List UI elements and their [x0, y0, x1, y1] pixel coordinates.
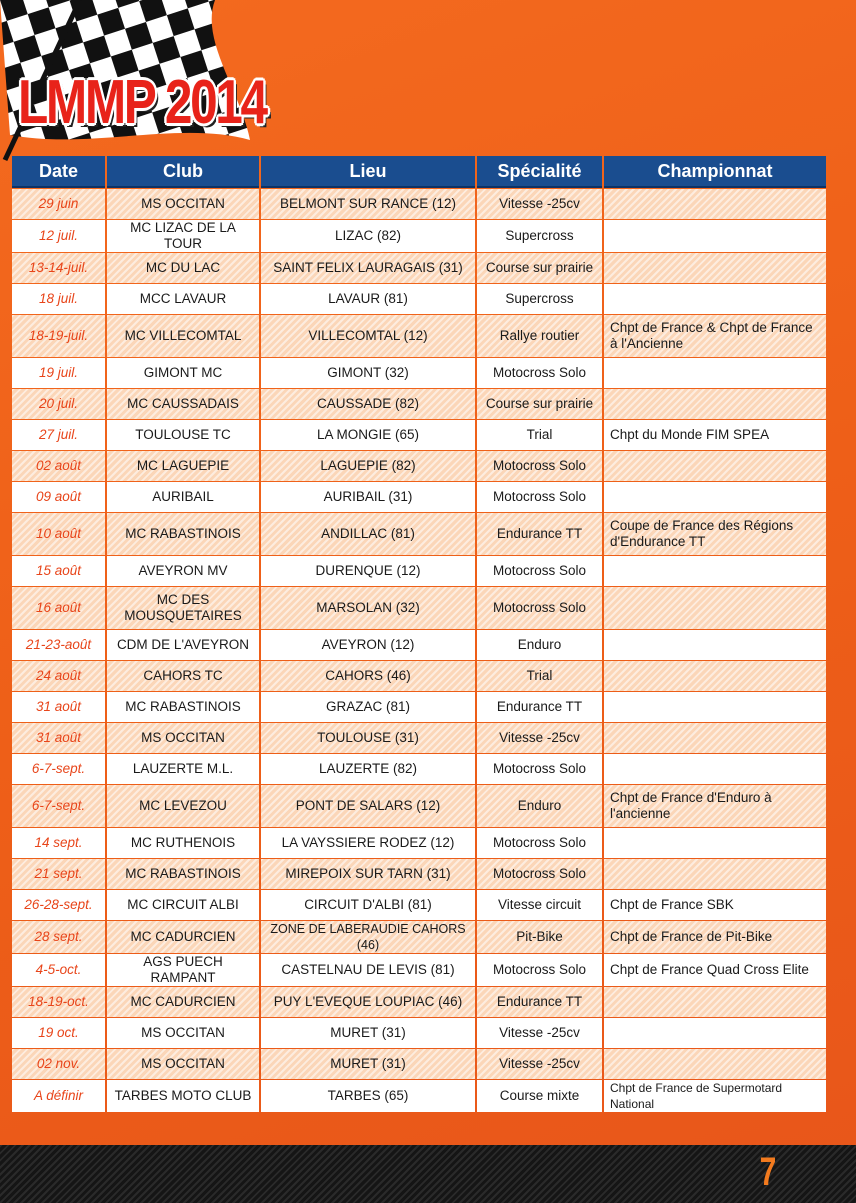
cell-specialite: Rallye routier	[477, 315, 602, 357]
table-row	[12, 723, 826, 753]
cell-date: 31 août	[12, 692, 105, 722]
cell-championnat	[604, 661, 826, 691]
cell-lieu: LIZAC (82)	[261, 220, 475, 252]
table-row	[12, 785, 826, 827]
event-schedule-table	[10, 155, 828, 1113]
cell-date: 28 sept.	[12, 921, 105, 953]
cell-specialite: Motocross Solo	[477, 754, 602, 784]
table-row	[12, 630, 826, 660]
cell-specialite: Enduro	[477, 785, 602, 827]
cell-specialite: Enduro	[477, 630, 602, 660]
cell-specialite: Supercross	[477, 220, 602, 252]
cell-championnat: Chpt de France de Supermotard National	[604, 1080, 826, 1112]
cell-date: 18-19-juil.	[12, 315, 105, 357]
cell-championnat	[604, 556, 826, 586]
header-championnat: Championnat	[604, 156, 826, 188]
table-row	[12, 661, 826, 691]
cell-specialite: Motocross Solo	[477, 358, 602, 388]
cell-championnat: Coupe de France des Régions d'Endurance TT	[604, 513, 826, 555]
cell-lieu: LA VAYSSIERE RODEZ (12)	[261, 828, 475, 858]
cell-club: TARBES MOTO CLUB	[107, 1080, 259, 1112]
cell-lieu: MURET (31)	[261, 1018, 475, 1048]
cell-specialite: Course sur prairie	[477, 253, 602, 283]
cell-specialite: Pit-Bike	[477, 921, 602, 953]
cell-lieu: DURENQUE (12)	[261, 556, 475, 586]
cell-lieu: LAVAUR (81)	[261, 284, 475, 314]
table-row	[12, 859, 826, 889]
cell-date: 09 août	[12, 482, 105, 512]
cell-club: AGS PUECH RAMPANT	[107, 954, 259, 986]
table-row	[12, 921, 826, 953]
cell-specialite: Trial	[477, 420, 602, 450]
cell-lieu: GIMONT (32)	[261, 358, 475, 388]
cell-championnat: Chpt de France d'Enduro à l'ancienne	[604, 785, 826, 827]
cell-date: 19 oct.	[12, 1018, 105, 1048]
cell-specialite: Vitesse -25cv	[477, 1018, 602, 1048]
cell-championnat: Chpt de France de Pit-Bike	[604, 921, 826, 953]
table-row	[12, 189, 826, 219]
cell-specialite: Course mixte	[477, 1080, 602, 1112]
cell-specialite: Supercross	[477, 284, 602, 314]
cell-club: MC LAGUEPIE	[107, 451, 259, 481]
cell-specialite: Endurance TT	[477, 513, 602, 555]
cell-date: 15 août	[12, 556, 105, 586]
cell-lieu: BELMONT SUR RANCE (12)	[261, 189, 475, 219]
cell-specialite: Motocross Solo	[477, 556, 602, 586]
cell-lieu: VILLECOMTAL (12)	[261, 315, 475, 357]
cell-date: A définir	[12, 1080, 105, 1112]
cell-championnat	[604, 220, 826, 252]
cell-lieu: ZONE DE LABERAUDIE CAHORS (46)	[261, 921, 475, 953]
cell-lieu: AVEYRON (12)	[261, 630, 475, 660]
cell-specialite: Motocross Solo	[477, 954, 602, 986]
cell-championnat	[604, 482, 826, 512]
cell-championnat	[604, 630, 826, 660]
table-row	[12, 587, 826, 629]
cell-date: 21-23-août	[12, 630, 105, 660]
table-row	[12, 389, 826, 419]
cell-lieu: LA MONGIE (65)	[261, 420, 475, 450]
cell-lieu: SAINT FELIX LAURAGAIS (31)	[261, 253, 475, 283]
cell-championnat	[604, 987, 826, 1017]
cell-date: 4-5-oct.	[12, 954, 105, 986]
cell-date: 20 juil.	[12, 389, 105, 419]
table-row	[12, 513, 826, 555]
cell-lieu: CAUSSADE (82)	[261, 389, 475, 419]
cell-championnat	[604, 1049, 826, 1079]
cell-championnat	[604, 754, 826, 784]
cell-specialite: Motocross Solo	[477, 482, 602, 512]
cell-date: 18-19-oct.	[12, 987, 105, 1017]
cell-club: MC RABASTINOIS	[107, 692, 259, 722]
table-row	[12, 358, 826, 388]
cell-club: MC VILLECOMTAL	[107, 315, 259, 357]
cell-championnat: Chpt de France Quad Cross Elite	[604, 954, 826, 986]
cell-championnat	[604, 859, 826, 889]
table-row	[12, 253, 826, 283]
header-date: Date	[12, 156, 105, 188]
page-number: 7	[759, 1150, 776, 1194]
cell-championnat	[604, 451, 826, 481]
table-header-row	[12, 156, 826, 188]
cell-championnat	[604, 284, 826, 314]
table-row	[12, 482, 826, 512]
cell-specialite: Vitesse -25cv	[477, 189, 602, 219]
table-row	[12, 1018, 826, 1048]
table-row	[12, 556, 826, 586]
cell-club: MC DU LAC	[107, 253, 259, 283]
cell-date: 6-7-sept.	[12, 785, 105, 827]
table-row	[12, 987, 826, 1017]
cell-specialite: Endurance TT	[477, 987, 602, 1017]
cell-club: MS OCCITAN	[107, 189, 259, 219]
cell-championnat	[604, 358, 826, 388]
cell-club: CAHORS TC	[107, 661, 259, 691]
table-row	[12, 315, 826, 357]
header-club: Club	[107, 156, 259, 188]
table-row	[12, 692, 826, 722]
cell-club: AVEYRON MV	[107, 556, 259, 586]
cell-club: MC CADURCIEN	[107, 987, 259, 1017]
cell-club: MC CADURCIEN	[107, 921, 259, 953]
cell-lieu: ANDILLAC (81)	[261, 513, 475, 555]
cell-specialite: Motocross Solo	[477, 859, 602, 889]
cell-date: 10 août	[12, 513, 105, 555]
cell-specialite: Course sur prairie	[477, 389, 602, 419]
cell-date: 14 sept.	[12, 828, 105, 858]
cell-club: MC RABASTINOIS	[107, 859, 259, 889]
cell-lieu: MIREPOIX SUR TARN (31)	[261, 859, 475, 889]
cell-lieu: AURIBAIL (31)	[261, 482, 475, 512]
cell-club: CDM DE L'AVEYRON	[107, 630, 259, 660]
table-row	[12, 828, 826, 858]
cell-date: 16 août	[12, 587, 105, 629]
table-row	[12, 754, 826, 784]
cell-club: MC RUTHENOIS	[107, 828, 259, 858]
header-lieu: Lieu	[261, 156, 475, 188]
cell-specialite: Trial	[477, 661, 602, 691]
cell-specialite: Motocross Solo	[477, 828, 602, 858]
header-specialite: Spécialité	[477, 156, 602, 188]
cell-club: AURIBAIL	[107, 482, 259, 512]
cell-specialite: Vitesse -25cv	[477, 723, 602, 753]
cell-specialite: Vitesse circuit	[477, 890, 602, 920]
cell-championnat: Chpt de France & Chpt de France à l'Ancienne	[604, 315, 826, 357]
cell-championnat	[604, 389, 826, 419]
cell-date: 13-14-juil.	[12, 253, 105, 283]
cell-date: 02 nov.	[12, 1049, 105, 1079]
cell-championnat	[604, 253, 826, 283]
cell-date: 24 août	[12, 661, 105, 691]
cell-lieu: CAHORS (46)	[261, 661, 475, 691]
cell-club: MC DES MOUSQUETAIRES	[107, 587, 259, 629]
cell-club: MS OCCITAN	[107, 1018, 259, 1048]
cell-lieu: MURET (31)	[261, 1049, 475, 1079]
cell-club: MC LEVEZOU	[107, 785, 259, 827]
cell-lieu: TOULOUSE (31)	[261, 723, 475, 753]
cell-championnat	[604, 723, 826, 753]
page-title: LMMP 2014	[18, 68, 266, 137]
cell-lieu: CASTELNAU DE LEVIS (81)	[261, 954, 475, 986]
cell-lieu: GRAZAC (81)	[261, 692, 475, 722]
cell-specialite: Motocross Solo	[477, 451, 602, 481]
cell-club: MC LIZAC DE LA TOUR	[107, 220, 259, 252]
cell-club: MS OCCITAN	[107, 1049, 259, 1079]
cell-date: 31 août	[12, 723, 105, 753]
cell-lieu: TARBES (65)	[261, 1080, 475, 1112]
cell-club: MS OCCITAN	[107, 723, 259, 753]
cell-date: 29 juin	[12, 189, 105, 219]
table-row	[12, 420, 826, 450]
cell-date: 27 juil.	[12, 420, 105, 450]
cell-date: 6-7-sept.	[12, 754, 105, 784]
cell-championnat: Chpt du Monde FIM SPEA	[604, 420, 826, 450]
cell-lieu: PONT DE SALARS (12)	[261, 785, 475, 827]
cell-club: MC CAUSSADAIS	[107, 389, 259, 419]
cell-lieu: CIRCUIT D'ALBI (81)	[261, 890, 475, 920]
cell-date: 18 juil.	[12, 284, 105, 314]
cell-lieu: LAUZERTE (82)	[261, 754, 475, 784]
table-row	[12, 890, 826, 920]
cell-date: 02 août	[12, 451, 105, 481]
cell-club: GIMONT MC	[107, 358, 259, 388]
cell-date: 12 juil.	[12, 220, 105, 252]
cell-championnat	[604, 189, 826, 219]
cell-club: MCC LAVAUR	[107, 284, 259, 314]
cell-championnat	[604, 587, 826, 629]
cell-specialite: Vitesse -25cv	[477, 1049, 602, 1079]
cell-championnat	[604, 828, 826, 858]
cell-date: 21 sept.	[12, 859, 105, 889]
table-row	[12, 1080, 826, 1112]
table-row	[12, 284, 826, 314]
cell-date: 26-28-sept.	[12, 890, 105, 920]
cell-club: LAUZERTE M.L.	[107, 754, 259, 784]
footer-bar	[0, 1145, 856, 1203]
cell-lieu: LAGUEPIE (82)	[261, 451, 475, 481]
table-row	[12, 1049, 826, 1079]
table-row	[12, 220, 826, 252]
cell-specialite: Endurance TT	[477, 692, 602, 722]
cell-club: MC CIRCUIT ALBI	[107, 890, 259, 920]
cell-club: TOULOUSE TC	[107, 420, 259, 450]
table-row	[12, 954, 826, 986]
cell-championnat	[604, 1018, 826, 1048]
cell-championnat	[604, 692, 826, 722]
cell-date: 19 juil.	[12, 358, 105, 388]
cell-club: MC RABASTINOIS	[107, 513, 259, 555]
cell-lieu: PUY L'EVEQUE LOUPIAC (46)	[261, 987, 475, 1017]
cell-lieu: MARSOLAN (32)	[261, 587, 475, 629]
cell-specialite: Motocross Solo	[477, 587, 602, 629]
cell-championnat: Chpt de France SBK	[604, 890, 826, 920]
table-row	[12, 451, 826, 481]
